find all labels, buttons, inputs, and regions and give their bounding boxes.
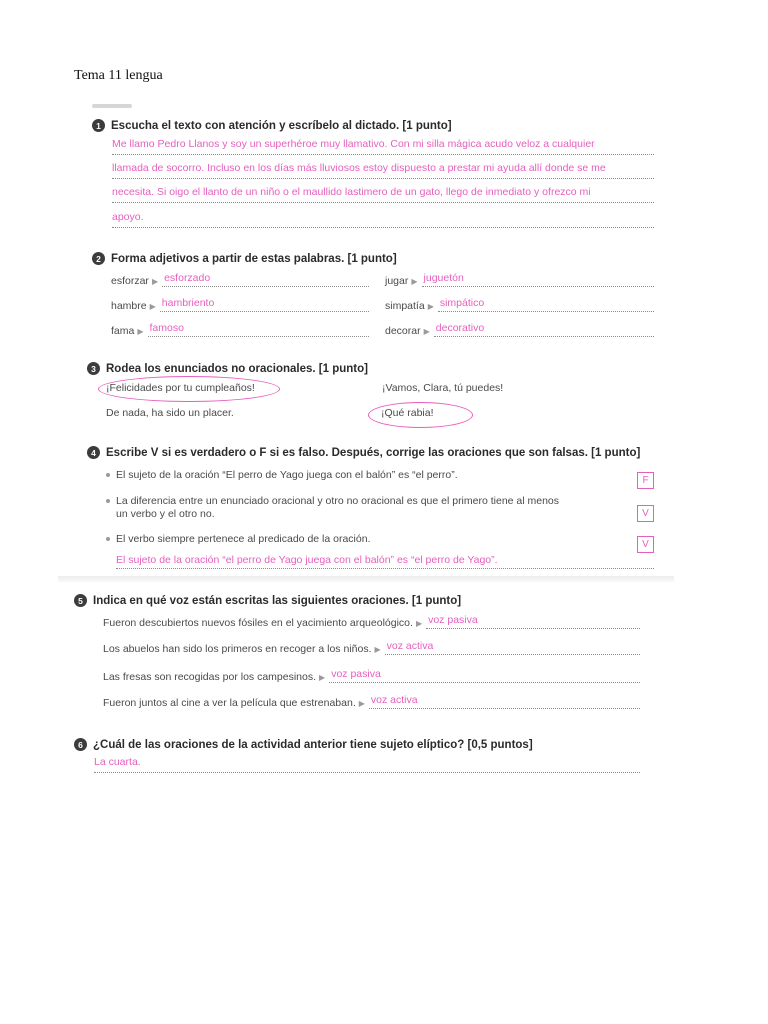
q2-word: simpatía: [385, 300, 425, 312]
q1-dictation-line-3: necesita. Si oigo el llanto de un niño o el maullido lastimero de un gato, llego de inmediato y ofrezco mi: [112, 186, 654, 203]
q2-item: [385, 297, 654, 312]
q2-word: hambre: [111, 300, 147, 312]
q2-word: esforzar: [111, 275, 149, 287]
q1-dictation-line-1: Me llamo Pedro Llanos y soy un superhéroe muy llamativo. Con mi silla mágica acudo veloz a cualquier: [112, 138, 654, 155]
q6-number: 6: [74, 738, 87, 751]
q2-item: [385, 272, 654, 287]
q2-word: jugar: [385, 275, 409, 287]
q2-answer: hambriento: [160, 297, 369, 312]
q5-title: Indica en qué voz están escritas las siguientes oraciones. [1 punto]: [93, 594, 462, 607]
arrow-icon: ▶: [358, 699, 365, 708]
page-title: Tema 11 lengua: [74, 68, 163, 83]
q1-dictation-line-2: llamada de socorro. Incluso en los días más lluviosos estoy dispuesto a prestar mi ayuda allí donde se me: [112, 162, 654, 179]
q6-heading: [74, 738, 533, 751]
q2-word: decorar: [385, 325, 421, 337]
arrow-icon: ▶: [423, 327, 430, 336]
q3-statement: ¡Vamos, Clara, tú puedes!: [382, 382, 504, 394]
arrow-icon: ▶: [151, 277, 159, 286]
q6-title: ¿Cuál de las oraciones de la actividad anterior tiene sujeto elíptico? [0,5 puntos]: [93, 738, 533, 751]
q2-item: [111, 297, 369, 312]
arrow-icon: ▶: [427, 302, 434, 311]
q2-answer: famoso: [148, 322, 370, 337]
q4-number: 4: [87, 446, 100, 459]
q1-heading: [92, 119, 452, 132]
q5-item: [103, 668, 640, 683]
q2-title: Forma adjetivos a partir de estas palabras. [1 punto]: [111, 252, 397, 265]
q5-answer: voz pasiva: [329, 668, 640, 683]
q2-word: fama: [111, 325, 135, 337]
q2-item: [111, 322, 369, 337]
arrow-icon: ▶: [319, 673, 326, 682]
q3-heading: [87, 362, 368, 375]
q5-number: 5: [74, 594, 87, 607]
q5-answer: voz activa: [369, 694, 640, 709]
q2-heading: [92, 252, 397, 265]
q5-item: [103, 694, 640, 709]
arrow-icon: ▶: [415, 619, 423, 628]
section-divider: [58, 576, 674, 582]
q3-number: 3: [87, 362, 100, 375]
q4-answer-box: V: [637, 536, 654, 553]
q5-heading: [74, 594, 461, 607]
q3-statement: ¡Qué rabia!: [381, 407, 434, 419]
q4-correction: El sujeto de la oración “el perro de Yago juega con el balón” es “el perro de Yago”.: [116, 554, 654, 569]
q3-statement: ¡Felicidades por tu cumpleaños!: [106, 382, 255, 394]
arrow-icon: ▶: [137, 327, 144, 336]
q1-title: Escucha el texto con atención y escríbelo al dictado. [1 punto]: [111, 119, 452, 132]
q2-answer: esforzado: [162, 272, 369, 287]
q5-sentence: Fueron juntos al cine a ver la película que estrenaban.: [103, 697, 356, 709]
q1-dictation-line-4: apoyo.: [112, 211, 654, 228]
q4-statement-continued: un verbo y el otro no.: [116, 508, 215, 520]
q4-answer-box: F: [637, 472, 654, 489]
q2-item: [385, 322, 654, 337]
arrow-icon: ▶: [149, 302, 156, 311]
q2-number: 2: [92, 252, 105, 265]
q5-answer: voz activa: [385, 640, 640, 655]
q2-answer: decorativo: [434, 322, 654, 337]
q5-answer: voz pasiva: [426, 614, 640, 629]
q2-item: [111, 272, 369, 287]
arrow-icon: ▶: [374, 645, 381, 654]
q6-answer: La cuarta.: [94, 756, 640, 773]
q3-title: Rodea los enunciados no oracionales. [1 punto]: [106, 362, 368, 375]
q2-answer: simpático: [438, 297, 654, 312]
q5-item: [103, 640, 640, 655]
q4-statement: La diferencia entre un enunciado oracional y otro no oracional es que el primero tiene al menos: [116, 495, 560, 507]
q5-sentence: Los abuelos han sido los primeros en recoger a los niños.: [103, 643, 372, 655]
q4-heading: [87, 446, 640, 459]
q4-statement: El sujeto de la oración “El perro de Yago juega con el balón” es “el perro”.: [116, 469, 458, 481]
q4-answer-box: V: [637, 505, 654, 522]
q3-statement: De nada, ha sido un placer.: [106, 407, 234, 419]
arrow-icon: ▶: [411, 277, 418, 286]
q2-answer: juguetón: [422, 272, 654, 287]
q5-sentence: Fueron descubiertos nuevos fósiles en el yacimiento arqueológico.: [103, 617, 413, 629]
q5-item: [103, 614, 640, 629]
q4-title: Escribe V si es verdadero o F si es falso. Después, corrige las oraciones que son falsas. [1 punto]: [106, 446, 641, 459]
q5-sentence: Las fresas son recogidas por los campesinos.: [103, 671, 317, 683]
q4-statement: El verbo siempre pertenece al predicado de la oración.: [116, 533, 371, 545]
q1-number: 1: [92, 119, 105, 132]
